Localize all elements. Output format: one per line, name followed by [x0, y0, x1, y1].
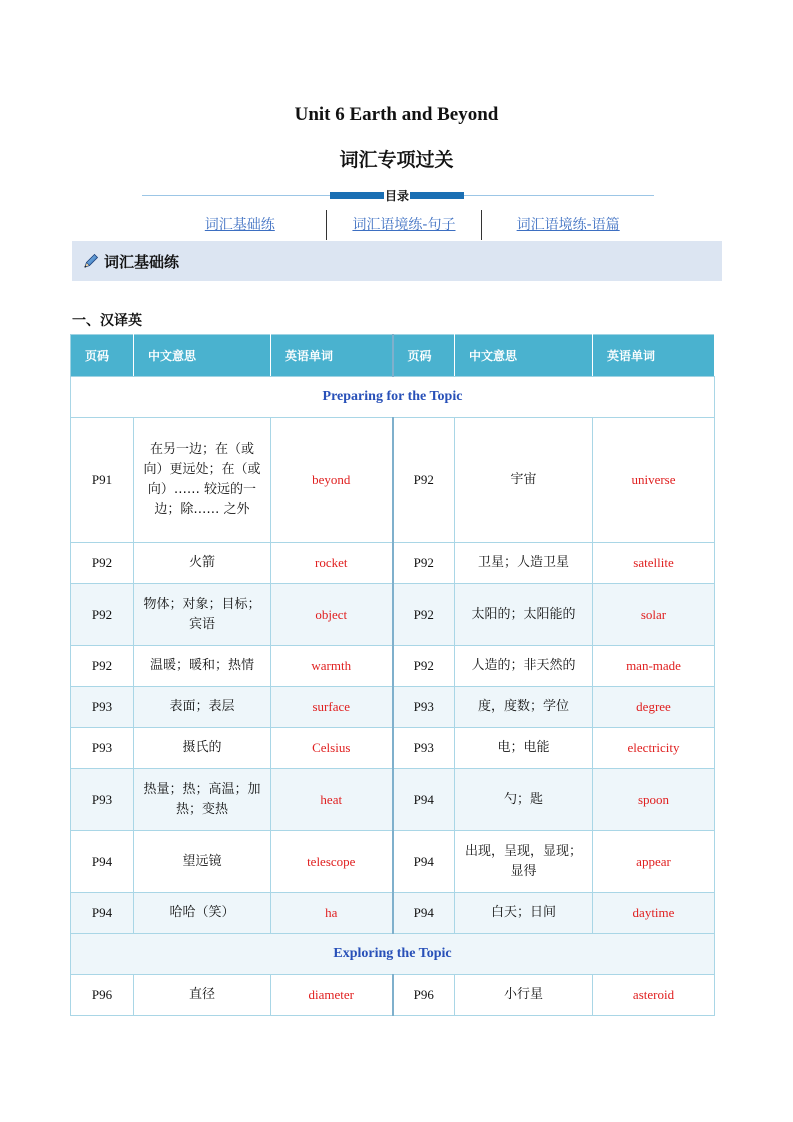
- toc-label: 目录: [384, 189, 409, 203]
- english-cell: object: [271, 584, 393, 646]
- header-page: 页码: [71, 335, 134, 377]
- toc-bar-right: [410, 192, 464, 199]
- section-title: 词汇基础练: [104, 252, 180, 271]
- page-cell: P94: [71, 831, 134, 893]
- section-title-cell: Preparing for the Topic: [71, 377, 715, 418]
- page-cell: P91: [71, 418, 134, 543]
- chinese-cell: 火箭: [134, 543, 271, 584]
- page-cell: P92: [71, 646, 134, 687]
- page-cell: P92: [393, 646, 455, 687]
- page-cell: P92: [393, 418, 455, 543]
- chinese-cell: 小行星: [455, 975, 593, 1016]
- english-cell: Celsius: [271, 728, 393, 769]
- chinese-cell: 在另一边；在（或向）更远处；在（或向）…… 较远的一边；除…… 之外: [134, 418, 271, 543]
- toc-link-sentence[interactable]: 词汇语境练-句子: [326, 210, 483, 240]
- page-cell: P94: [393, 769, 455, 831]
- chinese-cell: 勺；匙: [455, 769, 593, 831]
- chinese-cell: 望远镜: [134, 831, 271, 893]
- chinese-cell: 卫星；人造卫星: [455, 543, 593, 584]
- table-row: [71, 728, 715, 769]
- section-row: [71, 377, 715, 418]
- english-cell: degree: [593, 687, 715, 728]
- english-cell: surface: [271, 687, 393, 728]
- english-cell: warmth: [271, 646, 393, 687]
- page-cell: P94: [71, 893, 134, 934]
- page-cell: P93: [393, 728, 455, 769]
- table-row: [71, 584, 715, 646]
- page-cell: P93: [393, 687, 455, 728]
- page-cell: P92: [71, 543, 134, 584]
- chinese-cell: 电；电能: [455, 728, 593, 769]
- section-header: [72, 241, 722, 281]
- english-cell: beyond: [271, 418, 393, 543]
- header-english: 英语单词: [593, 335, 715, 377]
- page-cell: P93: [71, 728, 134, 769]
- english-cell: man-made: [593, 646, 715, 687]
- page-cell: P93: [71, 769, 134, 831]
- header-english: 英语单词: [271, 335, 393, 377]
- page-cell: P92: [71, 584, 134, 646]
- table-row: [71, 418, 715, 543]
- page-subtitle: 词汇专项过关: [339, 149, 454, 171]
- chinese-cell: 人造的；非天然的: [455, 646, 593, 687]
- table-row: [71, 687, 715, 728]
- english-cell: solar: [593, 584, 715, 646]
- table-row: [71, 893, 715, 934]
- pencil-icon: [82, 252, 100, 270]
- header-chinese: 中文意思: [134, 335, 271, 377]
- english-cell: telescope: [271, 831, 393, 893]
- chinese-cell: 摄氏的: [134, 728, 271, 769]
- toc-link-passage[interactable]: 词汇语境练-语篇: [516, 217, 620, 233]
- table-row: [71, 975, 715, 1016]
- english-cell: satellite: [593, 543, 715, 584]
- chinese-cell: 物体；对象；目标；宾语: [134, 584, 271, 646]
- chinese-cell: 太阳的；太阳能的: [455, 584, 593, 646]
- page-cell: P94: [393, 831, 455, 893]
- section-title-cell: Exploring the Topic: [71, 934, 715, 975]
- section-row: [71, 934, 715, 975]
- toc-link-basic[interactable]: 词汇基础练: [204, 217, 275, 233]
- table-row: [71, 769, 715, 831]
- toc-links: [142, 210, 654, 240]
- page-cell: P93: [71, 687, 134, 728]
- chinese-cell: 度，度数；学位: [455, 687, 593, 728]
- table-row: [71, 543, 715, 584]
- english-cell: universe: [593, 418, 715, 543]
- page-cell: P96: [393, 975, 455, 1016]
- header-page: 页码: [393, 335, 455, 377]
- english-cell: appear: [593, 831, 715, 893]
- table-row: [71, 646, 715, 687]
- english-cell: rocket: [271, 543, 393, 584]
- chinese-cell: 热量；热；高温；加热；变热: [134, 769, 271, 831]
- header-chinese: 中文意思: [455, 335, 593, 377]
- english-cell: spoon: [593, 769, 715, 831]
- english-cell: heat: [271, 769, 393, 831]
- english-cell: electricity: [593, 728, 715, 769]
- chinese-cell: 白天；日间: [455, 893, 593, 934]
- vocab-table: [70, 334, 715, 1016]
- chinese-cell: 出现，呈现，显现；显得: [455, 831, 593, 893]
- chinese-cell: 哈哈（笑）: [134, 893, 271, 934]
- chinese-cell: 温暖；暖和；热情: [134, 646, 271, 687]
- english-cell: diameter: [271, 975, 393, 1016]
- chinese-cell: 宇宙: [455, 418, 593, 543]
- toc-bar-left: [330, 192, 384, 199]
- table-header-row: [71, 335, 715, 377]
- table-row: [71, 831, 715, 893]
- english-cell: ha: [271, 893, 393, 934]
- page-cell: P92: [393, 584, 455, 646]
- chinese-cell: 表面；表层: [134, 687, 271, 728]
- page-cell: P94: [393, 893, 455, 934]
- english-cell: asteroid: [593, 975, 715, 1016]
- exercise-heading: 一、汉译英: [72, 313, 142, 329]
- page-cell: P96: [71, 975, 134, 1016]
- page-cell: P92: [393, 543, 455, 584]
- chinese-cell: 直径: [134, 975, 271, 1016]
- english-cell: daytime: [593, 893, 715, 934]
- page-title: Unit 6 Earth and Beyond: [294, 104, 499, 125]
